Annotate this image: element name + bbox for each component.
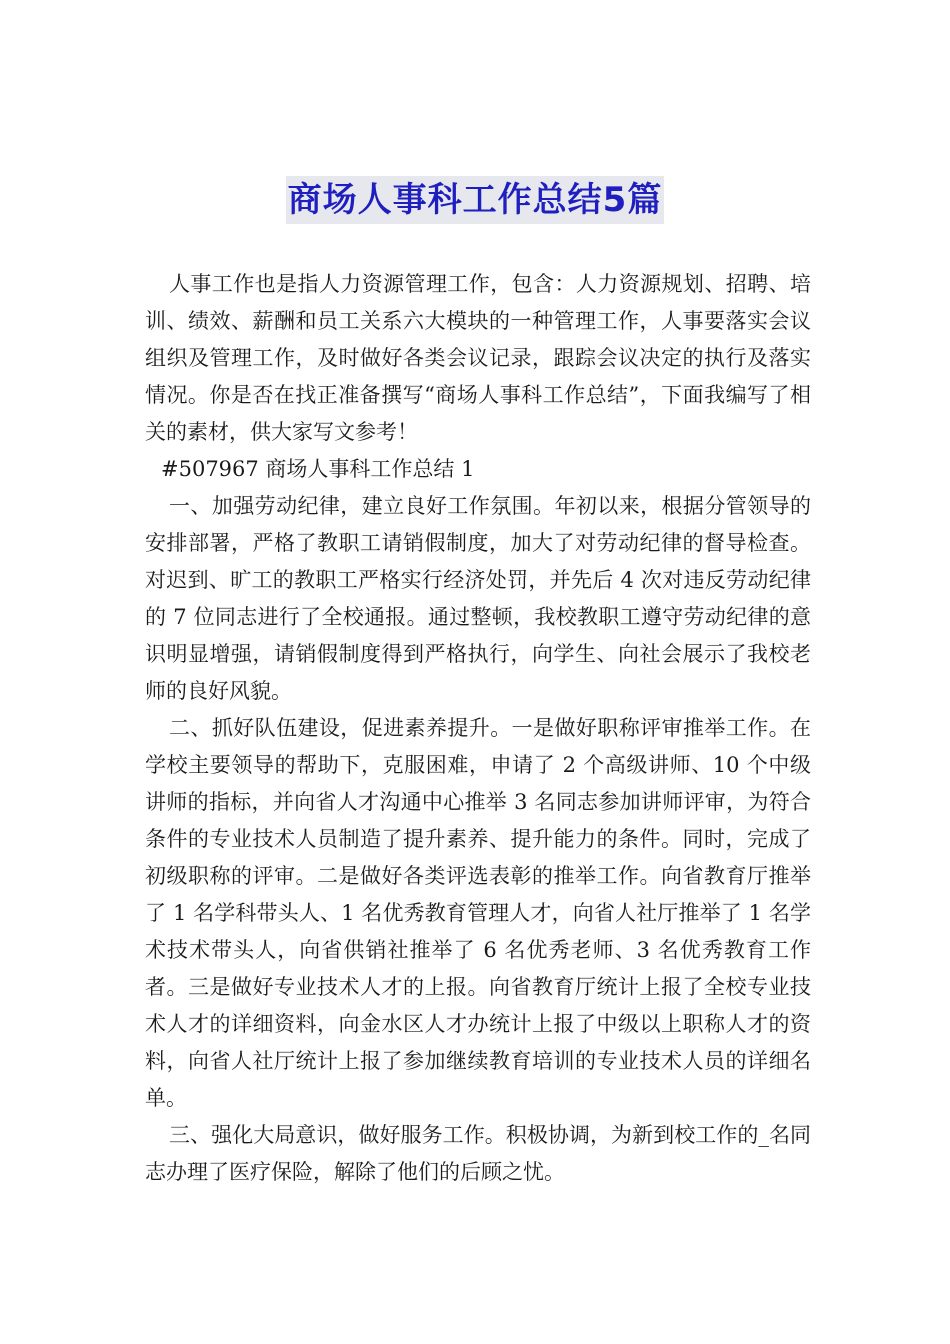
- body-paragraph-3: 三、强化大局意识，做好服务工作。积极协调，为新到校工作的_名同志办理了医疗保险，解除了他们的后顾之忧。: [145, 1123, 811, 1184]
- intro-paragraph: 人事工作也是指人力资源管理工作，包含：人力资源规划、招聘、培训、绩效、薪酬和员工关系六大模块的一种管理工作，人事要落实会议组织及管理工作，及时做好各类会议记录，跟踪会议决定的执行及落实情况。你是否在找正准备撰写“商场人事科工作总结”，下面我编写了相关的素材，供大家写文参考！: [145, 272, 811, 444]
- body-paragraph-2: 二、抓好队伍建设，促进素养提升。一是做好职称评审推举工作。在学校主要领导的帮助下，克服困难，申请了 2 个高级讲师、10 个中级讲师的指标，并向省人才沟通中心推举 3 名同志参加讲师评审，为符合条件的专业技术人员制造了提升素养、提升能力的条件。同时，完成了初级职称的评审。二是做好各类评选表彰的推举工作。向省教育厅推举了 1 名学科带头人、1 名优秀教育管理人才，向省人社厅推举了 1 名学术技术带头人，向省供销社推举了 6 名优秀老师、3 名优秀教育工作者。三是做好专业技术人才的上报。向省教育厅统计上报了全校专业技术人才的详细资料，向金水区人才办统计上报了中级以上职称人才的资料，向省人社厅统计上报了参加继续教育培训的专业技术人员的详细名单。: [145, 716, 811, 1110]
- section-heading: #507967 商场人事科工作总结 1: [161, 457, 475, 481]
- document-body: [145, 266, 811, 1191]
- document-title: 商场人事科工作总结5篇: [286, 176, 665, 224]
- title-container: [0, 176, 950, 224]
- body-paragraph-1: 一、加强劳动纪律，建立良好工作氛围。年初以来，根据分管领导的安排部署，严格了教职工请销假制度，加大了对劳动纪律的督导检查。对迟到、旷工的教职工严格实行经济处罚，并先后 4 次对违反劳动纪律的 7 位同志进行了全校通报。通过整顿，我校教职工遵守劳动纪律的意识明显增强，请销假制度得到严格执行，向学生、向社会展示了我校老师的良好风貌。: [145, 494, 811, 703]
